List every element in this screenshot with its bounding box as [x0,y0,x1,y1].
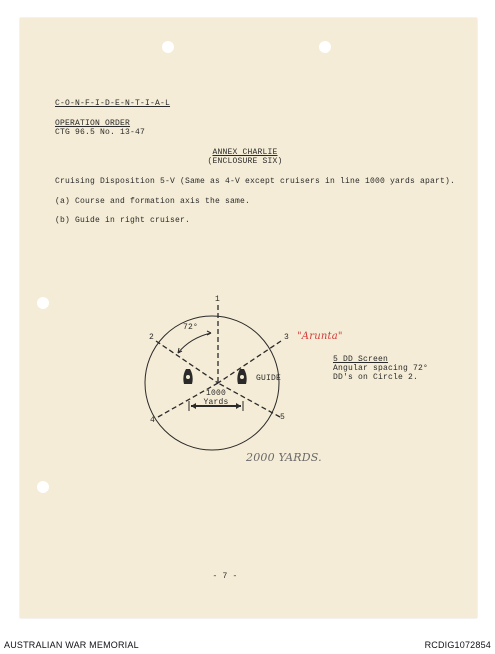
guide-label: GUIDE [256,374,282,383]
screen-note-title: 5 DD Screen [333,355,389,364]
cruiser-left-icon [183,369,192,384]
operation-order-title: OPERATION ORDER [55,119,131,128]
angle-arc [178,333,211,353]
point-b: (b) Guide in right cruiser. [55,216,191,225]
spoke-label-4: 4 [150,416,156,425]
classification-header: C-O-N-F-I-D-E-N-T-I-A-L [55,99,171,108]
spoke-label-5: 5 [280,413,286,422]
page-number: - 7 - [212,572,238,581]
footer-source: AUSTRALIAN WAR MEMORIAL [4,640,139,650]
distance-value: 1000 [205,389,226,398]
angle-label: 72° [183,323,199,332]
operation-order-reference: CTG 96.5 No. 13-47 [55,128,146,137]
footer-bar [0,622,495,654]
point-a: (a) Course and formation axis the same. [55,197,251,206]
handwritten-distance: 2000 YARDS. [246,451,322,464]
annex-title: ANNEX CHARLIE [212,148,278,157]
spoke-label-1: 1 [215,295,221,304]
annex-subtitle: (ENCLOSURE SIX) [207,157,283,166]
handwritten-ship-name: "Arunta" [297,331,343,342]
spoke-label-2: 2 [149,333,155,342]
distance-unit: Yards [203,398,229,407]
spoke-label-3: 3 [284,333,290,342]
screen-circle [145,316,282,450]
screen-note-line2: DD's on Circle 2. [333,373,419,382]
footer-record-id: RCDIG1072854 [424,640,491,650]
screen-note-line1: Angular spacing 72° [333,364,429,373]
disposition-text: Cruising Disposition 5-V (Same as 4-V except cruisers in line 1000 yards apart). [55,177,456,186]
cruiser-guide-icon [237,369,246,384]
distance-arrow-head-right [236,403,241,409]
